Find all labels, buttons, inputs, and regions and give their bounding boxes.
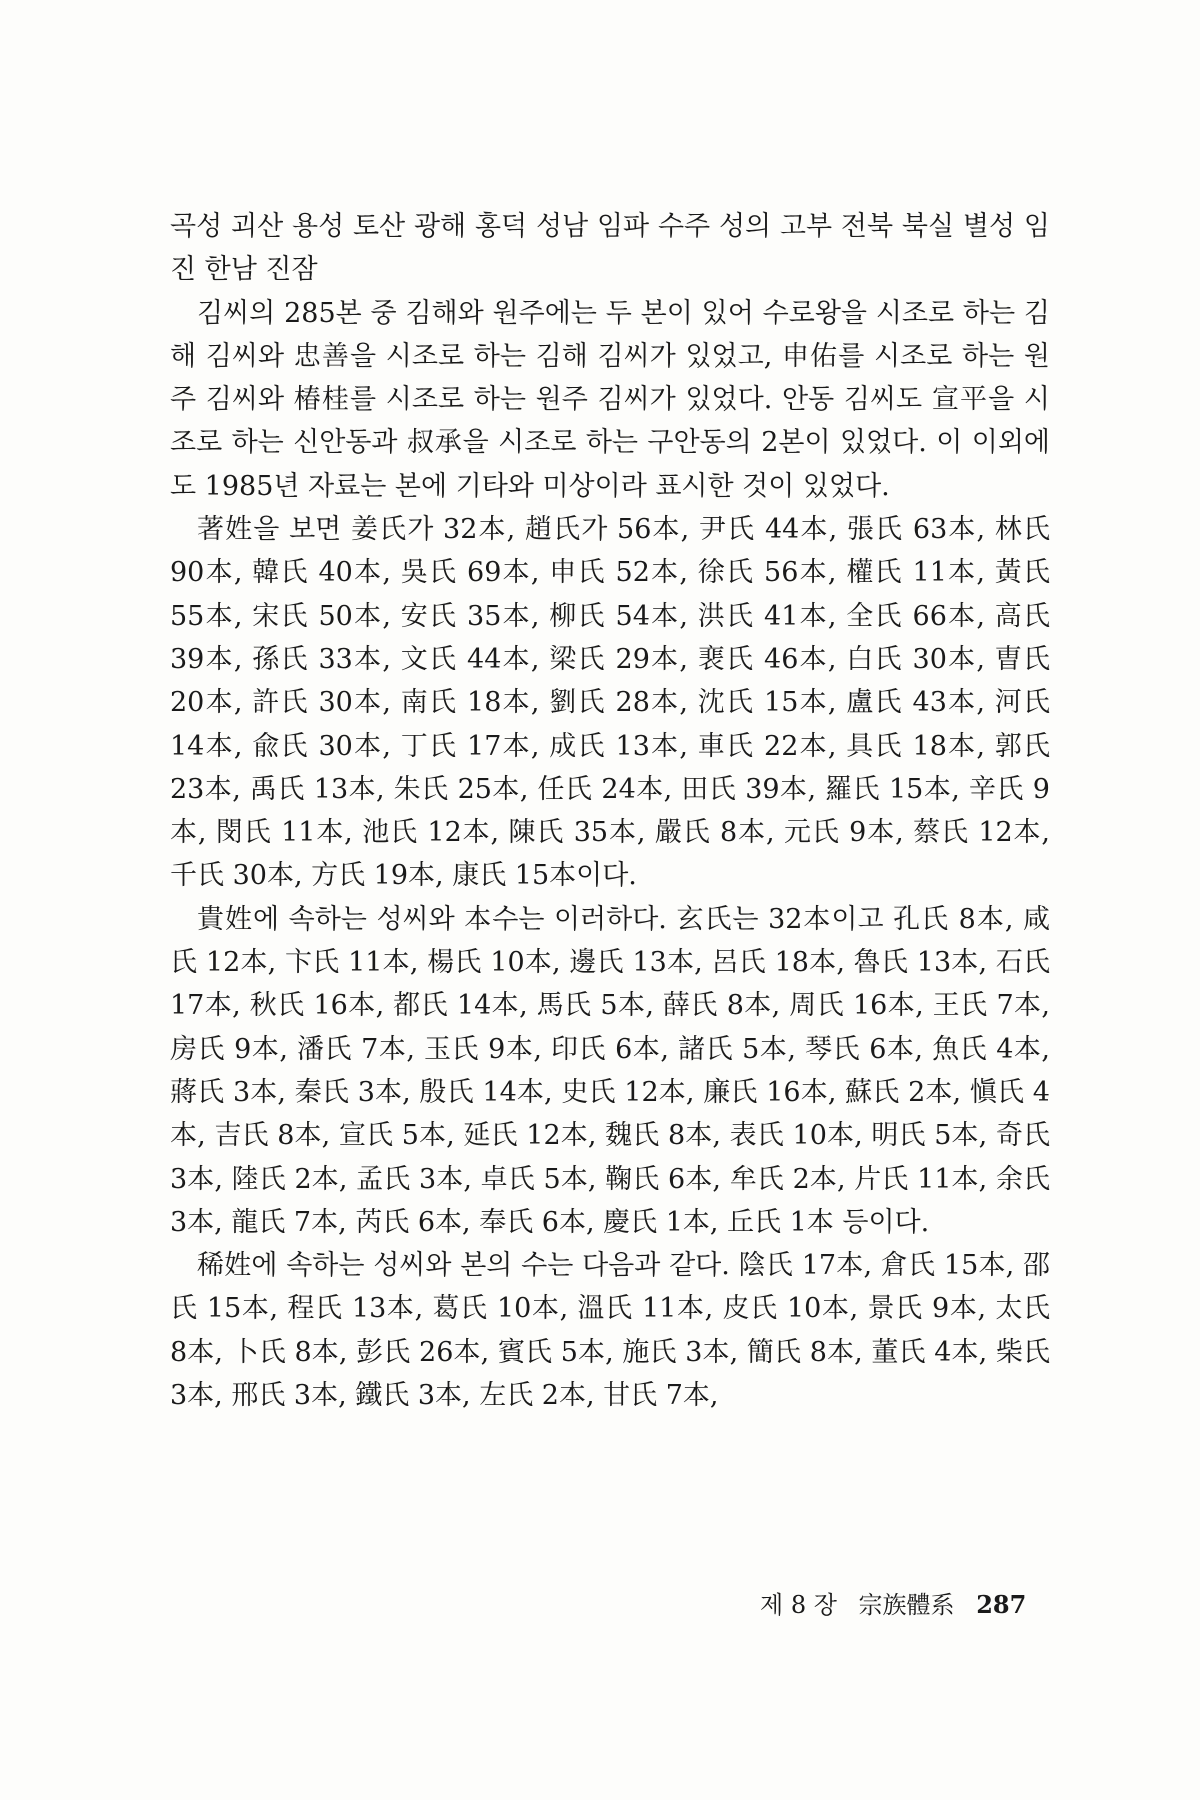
chapter-title: 宗族體系 (858, 1591, 955, 1619)
page-footer (760, 1585, 1060, 1620)
body-text (170, 205, 1050, 1417)
paragraph-rare-surnames: 稀姓에 속하는 성씨와 본의 수는 다음과 같다. 陰氏 17本, 倉氏 15本, 邵氏 15本, 程氏 13本, 葛氏 10本, 溫氏 11本, 皮氏 10本, 景氏 9本, 太氏 8本, 卜氏 8本, 彭氏 26本, 賓氏 5本, 施氏 3本, 簡氏 8本, 董氏 4本, 柴氏 3本, 邢氏 3本, 鐵氏 3本, 左氏 2本, 甘氏 7本, (170, 1250, 1050, 1412)
paragraph-continuation: 곡성 괴산 용성 토산 광해 홍덕 성남 임파 수주 성의 고부 전북 북실 별성 임진 한남 진잠 (170, 211, 1050, 286)
paragraph-kim-clan: 김씨의 285본 중 김해와 원주에는 두 본이 있어 수로왕을 시조로 하는 김해 김씨와 忠善을 시조로 하는 김해 김씨가 있었고, 申佑를 시조로 하는 원주 김씨와 椿桂를 시조로 하는 원주 김씨가 있었다. 안동 김씨도 宣平을 시조로 하는 신안동과 叔承을 시조로 하는 구안동의 2본이 있었다. 이 이외에도 1985년 자료는 본에 기타와 미상이라 표시한 것이 있었다. (170, 297, 1050, 502)
paragraph-prominent-surnames: 著姓을 보면 姜氏가 32本, 趙氏가 56本, 尹氏 44本, 張氏 63本, 林氏 90本, 韓氏 40本, 吳氏 69本, 申氏 52本, 徐氏 56本, 權氏 11本, 黃氏 55本, 宋氏 50本, 安氏 35本, 柳氏 54本, 洪氏 41本, 全氏 66本, 高氏 39本, 孫氏 33本, 文氏 44本, 梁氏 29本, 裵氏 46本, 白氏 30本, 曺氏 20本, 許氏 30本, 南氏 18本, 劉氏 28本, 沈氏 15本, 盧氏 43本, 河氏 14本, 兪氏 30本, 丁氏 17本, 成氏 13本, 車氏 22本, 具氏 18本, 郭氏 23本, 禹氏 13本, 朱氏 25本, 任氏 24本, 田氏 39本, 羅氏 15本, 辛氏 9本, 閔氏 11本, 池氏 12本, 陳氏 35本, 嚴氏 8本, 元氏 9本, 蔡氏 12本, 千氏 30本, 方氏 19本, 康氏 15本이다. (170, 514, 1050, 892)
paragraph-noble-surnames: 貴姓에 속하는 성씨와 本수는 이러하다. 玄氏는 32本이고 孔氏 8本, 咸氏 12本, 卞氏 11本, 楊氏 10本, 邊氏 13本, 呂氏 18本, 魯氏 13本, 石氏 17本, 秋氏 16本, 都氏 14本, 馬氏 5本, 薛氏 8本, 周氏 16本, 王氏 7本, 房氏 9本, 潘氏 7本, 玉氏 9本, 印氏 6本, 諸氏 5本, 琴氏 6本, 魚氏 4本, 蔣氏 3本, 秦氏 3本, 殷氏 14本, 史氏 12本, 廉氏 16本, 蘇氏 2本, 愼氏 4本, 吉氏 8本, 宣氏 5本, 延氏 12本, 魏氏 8本, 表氏 10本, 明氏 5本, 奇氏 3本, 陸氏 2本, 孟氏 3本, 卓氏 5本, 鞠氏 6本, 牟氏 2本, 片氏 11本, 余氏 3本, 龍氏 7本, 芮氏 6本, 奉氏 6本, 慶氏 1本, 丘氏 1本 등이다. (170, 903, 1050, 1238)
chapter-label: 제 8 장 (760, 1591, 837, 1619)
page-number: 287 (976, 1590, 1027, 1619)
